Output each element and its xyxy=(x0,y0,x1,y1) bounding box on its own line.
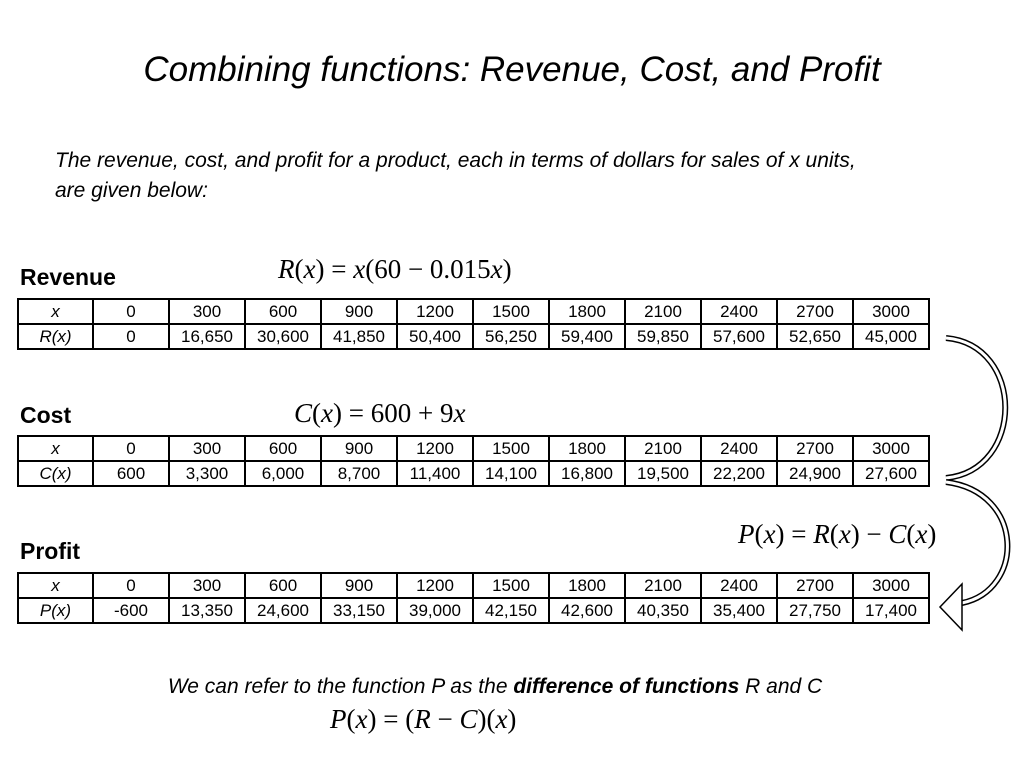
value-cell: 11,400 xyxy=(397,461,473,486)
x-cell: 0 xyxy=(93,299,169,324)
x-cell: 2400 xyxy=(701,573,777,598)
value-cell: 57,600 xyxy=(701,324,777,349)
x-cell: 3000 xyxy=(853,436,929,461)
revenue-curve-arrow-inner xyxy=(946,338,1005,478)
x-cell: 900 xyxy=(321,299,397,324)
value-cell: 14,100 xyxy=(473,461,549,486)
x-cell: 1200 xyxy=(397,299,473,324)
value-cell: 35,400 xyxy=(701,598,777,623)
intro-text: The revenue, cost, and profit for a product, each in terms of dollars for sales of x units, are given below: xyxy=(55,149,856,202)
value-cell: 19,500 xyxy=(625,461,701,486)
x-cell: 1500 xyxy=(473,573,549,598)
x-cell: 2700 xyxy=(777,436,853,461)
value-cell: -600 xyxy=(93,598,169,623)
value-cell: 45,000 xyxy=(853,324,929,349)
value-cell: 41,850 xyxy=(321,324,397,349)
x-cell: 3000 xyxy=(853,299,929,324)
x-cell: 300 xyxy=(169,573,245,598)
x-cell: 2700 xyxy=(777,573,853,598)
x-cell: 300 xyxy=(169,436,245,461)
cost-curve-shaft-inner xyxy=(946,482,1007,603)
profit-formula: P(x) = R(x) − C(x) xyxy=(738,519,937,549)
x-cell: 1800 xyxy=(549,573,625,598)
cost-label: Cost xyxy=(20,402,72,428)
value-cell: 24,600 xyxy=(245,598,321,623)
x-cell: 0 xyxy=(93,436,169,461)
x-cell: 2400 xyxy=(701,436,777,461)
value-cell: 56,250 xyxy=(473,324,549,349)
value-cell: 59,850 xyxy=(625,324,701,349)
value-cell: 22,200 xyxy=(701,461,777,486)
x-cell: 2400 xyxy=(701,299,777,324)
x-cell: 0 xyxy=(93,573,169,598)
value-cell: 24,900 xyxy=(777,461,853,486)
cost-curve-shaft xyxy=(946,482,1007,603)
value-cell: 6,000 xyxy=(245,461,321,486)
x-cell: 2100 xyxy=(625,299,701,324)
x-cell: 2100 xyxy=(625,436,701,461)
x-header: x xyxy=(18,436,93,461)
slide-title: Combining functions: Revenue, Cost, and Profit xyxy=(143,50,881,89)
r-of-x-header: R(x) xyxy=(18,324,93,349)
footer-text: We can refer to the function P as the difference of functions R and C xyxy=(167,675,823,698)
value-cell: 3,300 xyxy=(169,461,245,486)
value-cell: 40,350 xyxy=(625,598,701,623)
x-cell: 1800 xyxy=(549,299,625,324)
cost-formula: C(x) = 600 + 9x xyxy=(294,398,466,428)
value-cell: 600 xyxy=(93,461,169,486)
x-cell: 900 xyxy=(321,573,397,598)
value-cell: 50,400 xyxy=(397,324,473,349)
p-of-x-header: P(x) xyxy=(18,598,93,623)
x-cell: 1500 xyxy=(473,299,549,324)
value-cell: 33,150 xyxy=(321,598,397,623)
value-cell: 39,000 xyxy=(397,598,473,623)
x-cell: 3000 xyxy=(853,573,929,598)
x-cell: 1200 xyxy=(397,573,473,598)
difference-formula: P(x) = (R − C)(x) xyxy=(330,704,517,734)
value-cell: 52,650 xyxy=(777,324,853,349)
x-cell: 1500 xyxy=(473,436,549,461)
value-cell: 16,800 xyxy=(549,461,625,486)
x-cell: 2700 xyxy=(777,299,853,324)
x-cell: 600 xyxy=(245,573,321,598)
value-cell: 8,700 xyxy=(321,461,397,486)
x-header: x xyxy=(18,299,93,324)
x-cell: 300 xyxy=(169,299,245,324)
arrowhead-icon xyxy=(940,584,962,630)
c-of-x-header: C(x) xyxy=(18,461,93,486)
value-cell: 13,350 xyxy=(169,598,245,623)
x-header: x xyxy=(18,573,93,598)
value-cell: 42,150 xyxy=(473,598,549,623)
profit-label: Profit xyxy=(20,538,81,564)
value-cell: 0 xyxy=(93,324,169,349)
x-cell: 2100 xyxy=(625,573,701,598)
value-cell: 16,650 xyxy=(169,324,245,349)
value-cell: 42,600 xyxy=(549,598,625,623)
value-cell: 27,750 xyxy=(777,598,853,623)
x-cell: 1200 xyxy=(397,436,473,461)
x-cell: 1800 xyxy=(549,436,625,461)
revenue-label: Revenue xyxy=(20,264,116,290)
value-cell: 17,400 xyxy=(853,598,929,623)
value-cell: 30,600 xyxy=(245,324,321,349)
x-cell: 600 xyxy=(245,299,321,324)
revenue-curve-arrow xyxy=(946,338,1005,478)
revenue-formula: R(x) = x(60 − 0.015x) xyxy=(278,254,512,284)
x-cell: 900 xyxy=(321,436,397,461)
value-cell: 59,400 xyxy=(549,324,625,349)
x-cell: 600 xyxy=(245,436,321,461)
value-cell: 27,600 xyxy=(853,461,929,486)
